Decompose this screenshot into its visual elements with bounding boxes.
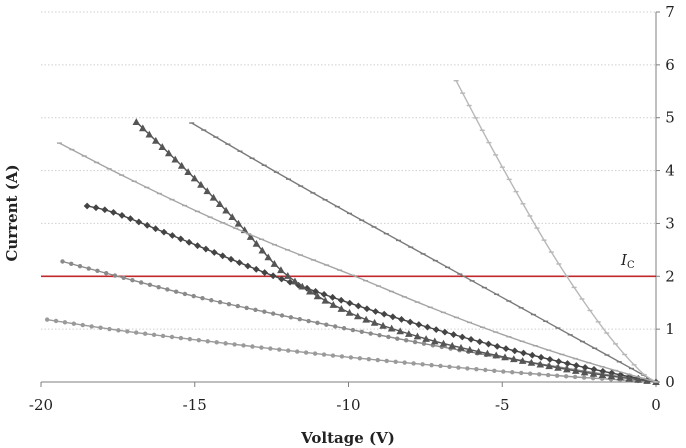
series-2-point-35	[381, 311, 388, 318]
series-0-point-5	[89, 324, 93, 328]
series-2-point-41	[433, 326, 440, 333]
series-0-point-57	[555, 373, 559, 377]
series-1-point-4	[95, 269, 99, 273]
series-2-point-48	[494, 343, 501, 350]
series-2-point-20	[253, 266, 260, 273]
series-0-point-55	[537, 372, 541, 376]
series-2-point-1	[93, 204, 100, 211]
series-3-point-29	[322, 297, 330, 304]
series-0-point-26	[277, 347, 281, 351]
series-0-point-33	[340, 354, 344, 358]
series-0-point-2	[63, 320, 67, 324]
series-0-point-56	[546, 373, 550, 377]
series-6-line	[456, 81, 656, 382]
series-0-point-40	[402, 360, 406, 364]
series-1-point-9	[139, 280, 143, 284]
series-1-point-20	[236, 304, 240, 308]
series-2-point-57	[573, 362, 580, 369]
series-2-point-18	[236, 259, 243, 266]
series-0-point-17	[197, 338, 201, 342]
series-0-point-31	[322, 352, 326, 356]
series-0-point-47	[465, 366, 469, 370]
series-2-point-37	[398, 316, 405, 323]
series-2-point-10	[169, 232, 176, 239]
series-0-point-1	[54, 319, 58, 323]
series-1-point-19	[227, 302, 231, 306]
series-1-point-39	[404, 338, 408, 342]
y-tick-label-7: 7	[665, 3, 675, 21]
series-1-point-13	[174, 290, 178, 294]
series-0-point-27	[286, 348, 290, 352]
x-tick-label-0: -20	[28, 396, 54, 414]
series-1-point-5	[104, 271, 108, 275]
series-0-point-54	[528, 371, 532, 375]
series-1-point-21	[244, 306, 248, 310]
x-tick-label-2: -10	[336, 396, 361, 414]
series-2-point-50	[511, 347, 518, 354]
series-2-point-2	[101, 206, 108, 213]
series-0-point-37	[376, 358, 380, 362]
x-tick-label-3: -5	[494, 396, 510, 414]
series-0-point-52	[510, 370, 514, 374]
series-1-point-38	[395, 336, 399, 340]
series-2-point-34	[372, 308, 379, 315]
series-1-point-26	[289, 315, 293, 319]
series-1-point-29	[315, 321, 319, 325]
series-1-point-37	[386, 335, 390, 339]
series-1-point-11	[156, 285, 160, 289]
series-2-point-33	[364, 305, 371, 312]
series-2-point-15	[211, 249, 218, 256]
series-2-point-8	[152, 225, 159, 232]
series-0-point-36	[367, 357, 371, 361]
series-0-point-48	[474, 367, 478, 371]
series-1-point-8	[130, 278, 134, 282]
series-2-point-49	[503, 345, 510, 352]
series-0-point-23	[250, 344, 254, 348]
series-3-point-31	[338, 305, 346, 312]
series-2-point-32	[355, 303, 362, 310]
series-4	[57, 143, 659, 382]
series-0-point-41	[411, 361, 415, 365]
series-3-point-0	[133, 118, 141, 125]
series-1-point-14	[183, 292, 187, 296]
series-1-point-25	[280, 313, 284, 317]
series-0-point-53	[519, 371, 523, 375]
axes	[41, 12, 660, 387]
series-0-point-28	[295, 349, 299, 353]
series-1-point-27	[298, 317, 302, 321]
series-1-point-2	[78, 264, 82, 268]
threshold-label	[620, 251, 635, 271]
series-1-point-30	[324, 322, 328, 326]
series-1-point-7	[121, 276, 125, 280]
series-1-point-12	[165, 287, 169, 291]
series-2-point-47	[485, 341, 492, 348]
series-1-point-1	[69, 262, 73, 266]
series-2-point-53	[538, 354, 545, 361]
series-layer	[45, 81, 660, 386]
series-0-point-10	[134, 330, 138, 334]
threshold-label-sub: C	[626, 260, 635, 271]
series-0-point-30	[313, 351, 317, 355]
series-2-point-9	[161, 229, 168, 236]
series-0-point-16	[188, 337, 192, 341]
y-axis-title: Current (A)	[3, 164, 21, 262]
series-2-point-29	[329, 294, 336, 301]
series-2-point-19	[244, 263, 251, 270]
y-tick-label-1: 1	[665, 320, 675, 339]
series-2-point-39	[415, 321, 422, 328]
series-4-line	[59, 143, 656, 382]
series-2-point-22	[270, 272, 277, 279]
series-1-point-18	[218, 300, 222, 304]
series-1-point-15	[191, 294, 195, 298]
series-0-point-13	[161, 334, 165, 338]
series-2-point-45	[468, 336, 475, 343]
series-1-point-0	[60, 259, 64, 263]
series-1-point-36	[377, 333, 381, 337]
series-0-point-18	[206, 339, 210, 343]
series-0-point-59	[573, 375, 577, 379]
series-0-point-58	[564, 374, 568, 378]
series-1-point-41	[422, 341, 426, 345]
series-1-point-33	[351, 328, 355, 332]
series-6	[454, 81, 659, 382]
series-0-point-32	[331, 353, 335, 357]
series-0-point-29	[304, 350, 308, 354]
series-0-point-24	[259, 345, 263, 349]
series-3-point-30	[329, 301, 337, 308]
series-0-point-15	[179, 336, 183, 340]
series-0-point-60	[582, 375, 586, 379]
series-0-point-6	[98, 326, 102, 330]
series-0-point-20	[223, 341, 227, 345]
series-0-point-39	[394, 360, 398, 364]
series-2-point-56	[564, 360, 571, 367]
series-1-point-24	[271, 311, 275, 315]
series-2-point-51	[520, 350, 527, 357]
x-axis-title: Voltage (V)	[301, 429, 395, 447]
series-2-point-17	[228, 256, 235, 263]
series-2-point-11	[177, 236, 184, 243]
series-0-point-50	[492, 369, 496, 373]
series-2-point-14	[203, 246, 210, 253]
series-0-point-42	[420, 362, 424, 366]
y-tick-label-6: 6	[665, 55, 675, 74]
series-2-point-43	[450, 331, 457, 338]
series-0-point-0	[45, 317, 49, 321]
series-2-point-42	[441, 329, 448, 336]
series-2-point-55	[555, 358, 562, 365]
series-0-point-43	[429, 363, 433, 367]
series-0-point-7	[107, 327, 111, 331]
y-tick-label-3: 3	[665, 214, 675, 233]
series-2-point-21	[261, 269, 268, 276]
series-2-point-12	[186, 239, 193, 246]
series-0-point-49	[483, 368, 487, 372]
series-1-point-28	[306, 319, 310, 323]
series-1-point-22	[253, 308, 257, 312]
series-2-point-31	[346, 300, 353, 307]
threshold-label-main: I	[621, 251, 627, 269]
series-2-point-6	[135, 219, 142, 226]
series-2-point-4	[119, 212, 126, 219]
series-0-point-14	[170, 335, 174, 339]
series-1-point-17	[209, 298, 213, 302]
series-3-point-32	[346, 309, 354, 316]
series-2-point-44	[459, 334, 466, 341]
series-0-point-38	[385, 359, 389, 363]
series-1-point-10	[148, 283, 152, 287]
series-1-point-3	[87, 266, 91, 270]
series-0-point-34	[349, 355, 353, 359]
series-2-point-0	[84, 203, 91, 210]
y-tick-label-2: 2	[665, 267, 675, 286]
series-0-point-35	[358, 356, 362, 360]
series-1-point-34	[360, 330, 364, 334]
series-2-point-54	[546, 356, 553, 363]
series-2-point-28	[321, 291, 328, 298]
y-tick-label-4: 4	[665, 161, 675, 180]
series-1-point-35	[368, 331, 372, 335]
series-0-point-45	[447, 365, 451, 369]
series-2-point-5	[127, 215, 134, 222]
x-tick-label-4: 0	[651, 396, 661, 414]
series-0-point-9	[125, 329, 129, 333]
series-2-point-38	[407, 319, 414, 326]
series-1-point-31	[333, 324, 337, 328]
series-1-point-32	[342, 326, 346, 330]
y-tick-label-0: 0	[665, 373, 675, 391]
series-0-point-19	[214, 340, 218, 344]
series-2-point-3	[110, 209, 117, 216]
x-tick-label-1: -15	[182, 396, 207, 414]
series-0-point-21	[232, 342, 236, 346]
series-1-point-40	[413, 340, 417, 344]
series-0-point-25	[268, 346, 272, 350]
series-2-point-46	[476, 338, 483, 345]
series-0-point-51	[501, 369, 505, 373]
y-tick-label-5: 5	[665, 108, 675, 127]
series-2-point-16	[219, 252, 226, 259]
series-0-point-11	[143, 332, 147, 336]
series-0-point-46	[456, 365, 460, 369]
series-0-point-3	[72, 322, 76, 326]
series-0-point-44	[438, 364, 442, 368]
series-0-point-8	[116, 328, 120, 332]
series-1-point-23	[262, 310, 266, 314]
series-2-point-36	[389, 313, 396, 320]
series-0-point-22	[241, 343, 245, 347]
series-2-point-30	[338, 297, 345, 304]
series-0-point-12	[152, 333, 156, 337]
series-1-point-16	[200, 296, 204, 300]
series-0-point-4	[81, 323, 85, 327]
series-2-point-52	[529, 352, 536, 359]
series-0	[45, 317, 658, 384]
series-2-point-13	[194, 242, 201, 249]
series-1-point-6	[113, 273, 117, 277]
